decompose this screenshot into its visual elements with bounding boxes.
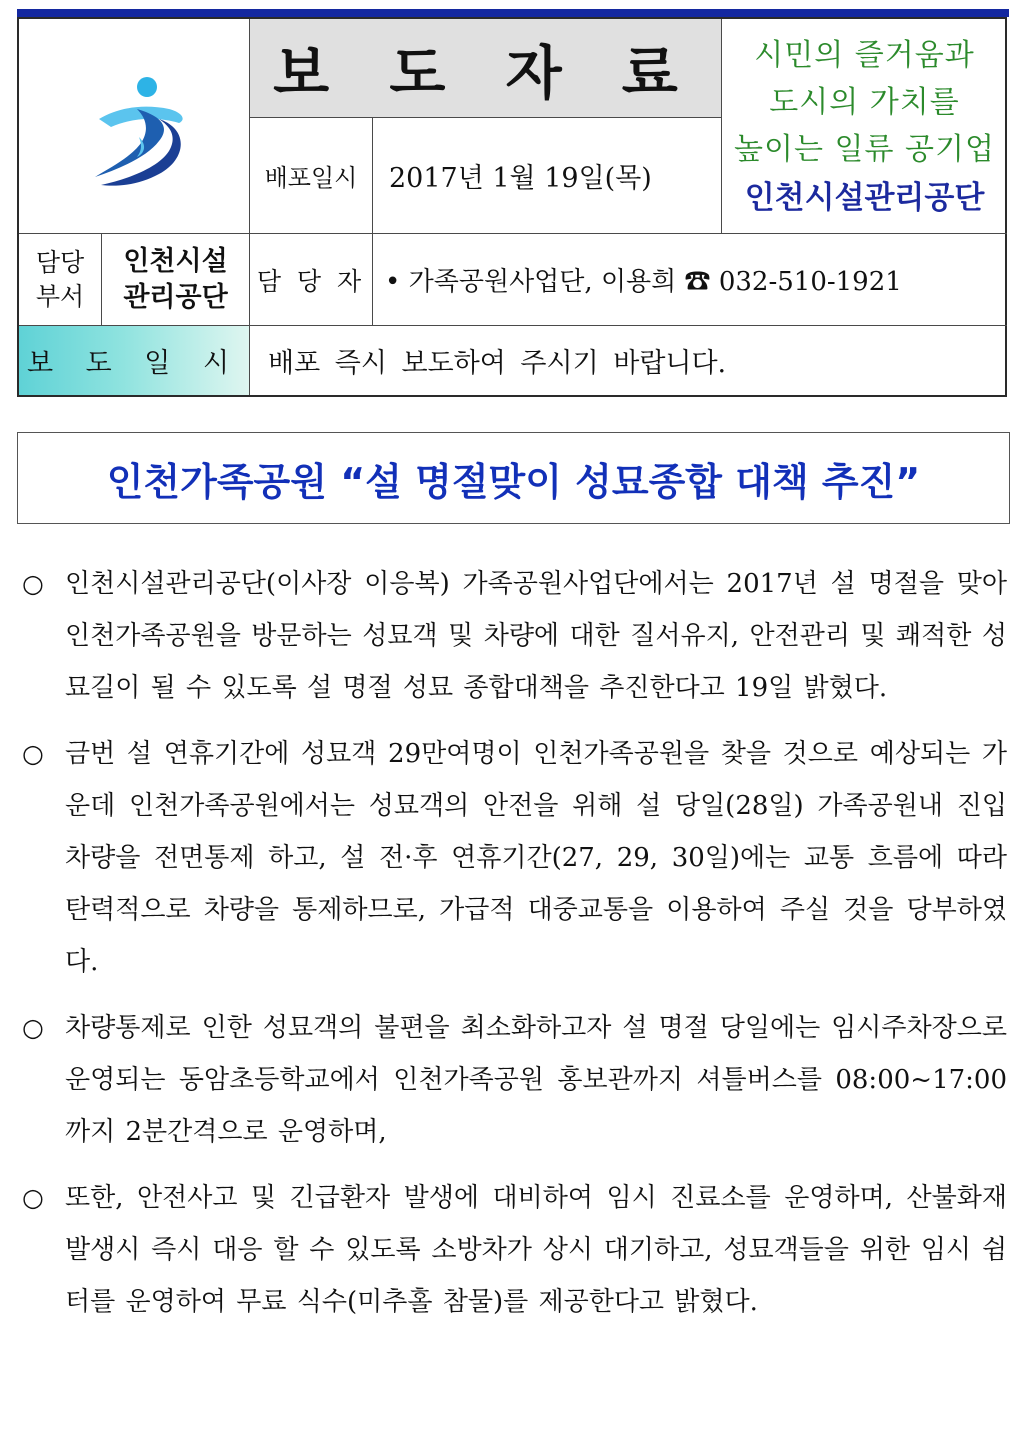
title-cell [250,19,722,118]
bullet-circle-icon: ○ [22,1183,44,1212]
paragraph-text: 금번 설 연휴기간에 성묘객 29만여명이 인천가족공원을 찾을 것으로 예상되는 가운데 인천가족공원에서는 성묘객의 안전을 위해 설 당일(28일) 가족공원내 진입 차량을 전면통제 하고, 설 전·후 연휴기간(27, 29, 30일)에는 교통 흐름에 따라 탄력적으로 차량을 통제하므로, 가급적 대중교통을 이용하여 주실 것을 당부하였다. [65,739,1007,977]
slogan-cell [722,19,1007,234]
date-value: 2017년 1월 19일(목) [373,118,722,234]
date-label: 배포일시 [250,118,373,234]
headline-text: 인천가족공원 “설 명절맞이 성묘종합 대책 추진” [106,459,921,504]
slogan-line-1: 시민의 즐거움과 [754,37,975,73]
publish-time-value: 배포 즉시 보도하여 주시기 바랍니다. [268,348,727,379]
press-release-header-table [17,17,1007,397]
slogan-line-3: 높이는 일류 공기업 [734,131,995,167]
paragraph-2 [22,728,1007,988]
article-body [22,558,1007,1342]
org-name: 인천시설관리공단 [744,179,985,216]
dept-label-line-2: 부서 [35,281,85,311]
paragraph-1 [22,558,1007,714]
bullet-circle-icon: ○ [22,569,44,598]
paragraph-text: 인천시설관리공단(이사장 이응복) 가족공원사업단에서는 2017년 설 명절을 맞아 인천가족공원을 방문하는 성묘객 및 차량에 대한 질서유지, 안전관리 및 쾌적한 성묘길이 될 수 있도록 설 명절 성묘 종합대책을 추진한다고 19일 밝혔다. [65,569,1007,703]
contact-person-label: 담 당 자 [250,234,373,326]
dept-label-line-1: 담당 [35,247,85,277]
slogan-line-2: 도시의 가치를 [769,84,960,120]
page-title: 보 도 자 료 [273,39,698,107]
bullet-circle-icon: ○ [22,739,44,768]
bullet-circle-icon: ○ [22,1013,44,1042]
paragraph-3 [22,1002,1007,1158]
agency-logo-icon [19,19,250,234]
publish-time-label: 보 도 일 시 [19,326,250,395]
top-accent-bar [17,9,1009,17]
headline-box [17,432,1010,524]
dept-value [102,234,250,326]
logo-cell [19,19,250,234]
dept-value-line-2: 관리공단 [123,281,228,313]
dept-label [19,234,102,326]
paragraph-text: 차량통제로 인한 성묘객의 불편을 최소화하고자 설 명절 당일에는 임시주차장으로 운영되는 동암초등학교에서 인천가족공원 홍보관까지 셔틀버스를 08:00~17:00까지 2분간격으로 운영하며, [65,1013,1007,1147]
paragraph-text: 또한, 안전사고 및 긴급환자 발생에 대비하여 임시 진료소를 운영하며, 산불화재 발생시 즉시 대응 할 수 있도록 소방차가 상시 대기하고, 성묘객들을 위한 임시 쉼터를 운영하여 무료 식수(미추홀 참물)를 제공한다고 밝혔다. [65,1183,1007,1317]
paragraph-4 [22,1172,1007,1328]
dept-value-line-1: 인천시설 [123,245,228,277]
contact-person-value: • 가족공원사업단, 이용희 ☎ 032-510-1921 [373,234,1007,326]
